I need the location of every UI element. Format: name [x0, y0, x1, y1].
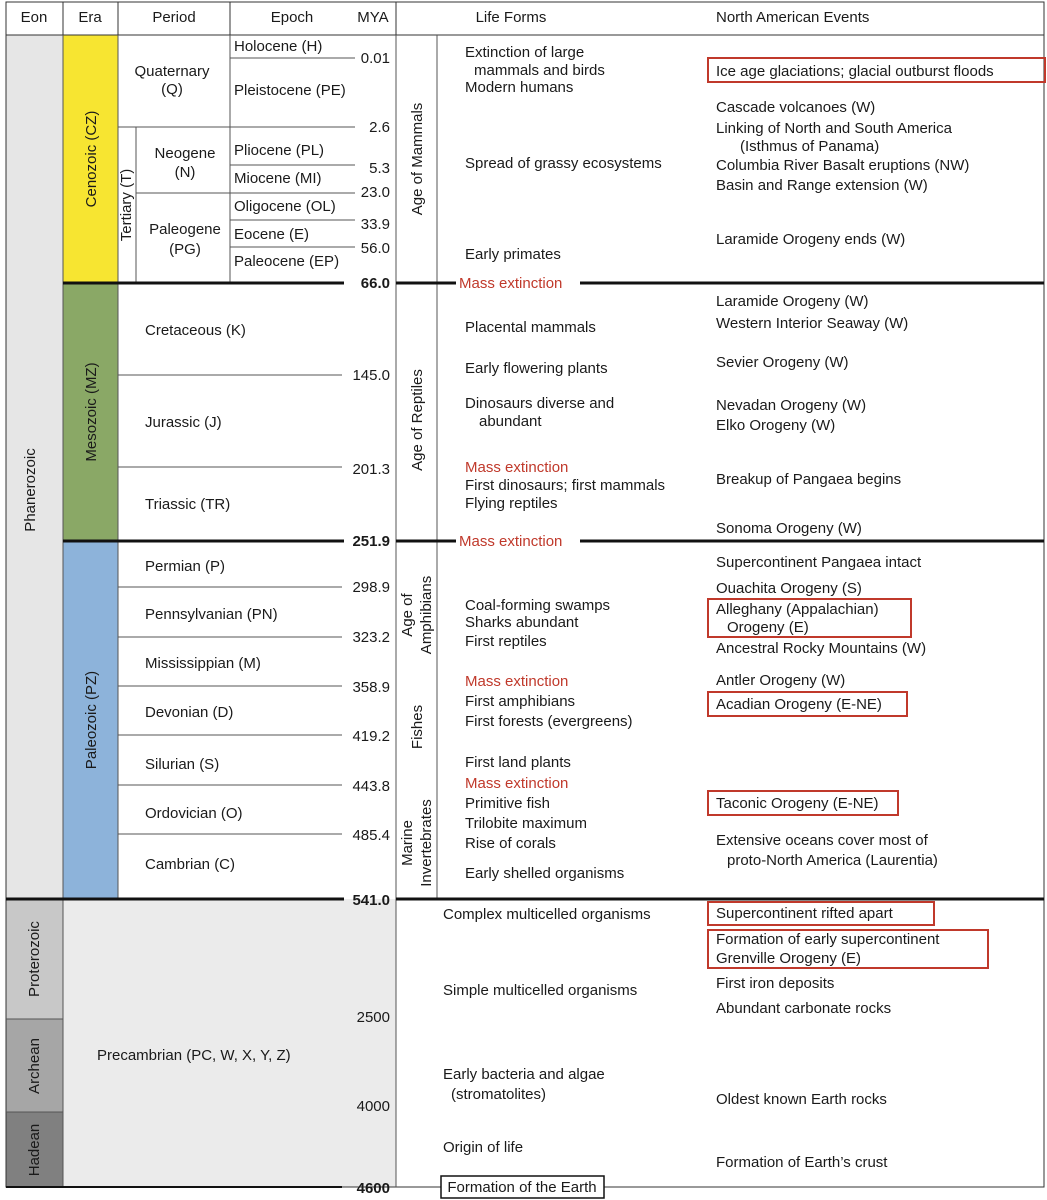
mya-2-6: 2.6: [369, 119, 390, 136]
life-item: Placental mammals: [465, 319, 596, 336]
mass-extinction-251: Mass extinction: [459, 533, 563, 550]
header-era: Era: [78, 9, 102, 26]
event-item: Oldest known Earth rocks: [716, 1091, 887, 1108]
period-mississippian: Mississippian (M): [145, 655, 261, 672]
event-item: Sevier Orogeny (W): [716, 354, 849, 371]
era-tertiary-label: Tertiary (T): [118, 168, 135, 242]
epoch-oligocene: Oligocene (OL): [234, 198, 336, 215]
mya-4000: 4000: [356, 1098, 390, 1115]
header-column-lines: [63, 2, 396, 35]
mya-251: 251.9: [352, 533, 390, 550]
life-item: Primitive fish: [465, 795, 551, 812]
event-item: Formation of Earth’s crust: [716, 1154, 888, 1171]
event-item: (Isthmus of Panama): [740, 138, 880, 155]
event-item: Abundant carbonate rocks: [716, 1000, 892, 1017]
event-item: Breakup of Pangaea begins: [716, 471, 902, 488]
life-item: First amphibians: [465, 693, 576, 710]
precambrian-band: [63, 899, 396, 1187]
period-ordovician: Ordovician (O): [145, 805, 243, 822]
life-item: Sharks abundant: [465, 614, 579, 631]
event-item: First iron deposits: [716, 975, 835, 992]
mya-2500: 2500: [356, 1009, 390, 1026]
life-mass-extinction: Mass extinction: [465, 775, 569, 792]
life-item: Early bacteria and algae: [443, 1066, 605, 1083]
event-item: Columbia River Basalt eruptions (NW): [716, 157, 970, 174]
mya-66: 66.0: [360, 275, 390, 292]
life-item: Extinction of large: [465, 44, 585, 61]
header-epoch: Epoch: [270, 9, 314, 26]
life-item: Complex multicelled organisms: [443, 906, 651, 923]
mass-extinction-66: Mass extinction: [459, 275, 563, 292]
formation-of-earth-label: Formation of the Earth: [447, 1179, 597, 1196]
period-permian: Permian (P): [145, 558, 226, 575]
age-of-reptiles-label: Age of Reptiles: [409, 369, 426, 471]
era-paleozoic-label: Paleozoic (PZ): [83, 670, 100, 770]
mya-298: 298.9: [352, 579, 390, 596]
era-mesozoic-label: Mesozoic (MZ): [83, 362, 100, 462]
eon-archean-label: Archean: [26, 1038, 43, 1094]
event-item: Ice age glaciations; glacial outburst floods: [716, 63, 994, 80]
life-item: Coal-forming swamps: [465, 597, 611, 614]
life-item: First dinosaurs; first mammals: [465, 477, 666, 494]
header-mya: MYA: [357, 9, 389, 26]
mya-33-9: 33.9: [360, 216, 390, 233]
life-item: Early shelled organisms: [465, 865, 625, 882]
event-item: Alleghany (Appalachian): [716, 601, 879, 618]
marine-invertebrates-label-1: Marine: [399, 820, 416, 866]
mya-0-01: 0.01: [360, 50, 390, 67]
period-paleogene-abbr: (PG): [169, 241, 201, 258]
event-item: Extensive oceans cover most of: [716, 832, 928, 849]
life-item: Rise of corals: [465, 835, 556, 852]
header-eon: Eon: [20, 9, 48, 26]
life-item: First forests (evergreens): [465, 713, 633, 730]
mya-323: 323.2: [352, 629, 390, 646]
event-item: Linking of North and South America: [716, 120, 952, 137]
period-quaternary: Quaternary: [134, 63, 210, 80]
period-triassic: Triassic (TR): [145, 496, 231, 513]
period-paleogene: Paleogene: [149, 221, 221, 238]
life-item: Trilobite maximum: [465, 815, 587, 832]
life-item: Modern humans: [465, 79, 574, 96]
life-mass-extinction: Mass extinction: [465, 673, 569, 690]
header-events: North American Events: [716, 9, 870, 26]
mya-201: 201.3: [352, 461, 390, 478]
event-item: proto-North America (Laurentia): [727, 852, 938, 869]
period-neogene: Neogene: [154, 145, 216, 162]
epoch-paleocene: Paleocene (EP): [234, 253, 340, 270]
life-item: mammals and birds: [474, 62, 605, 79]
life-item: First land plants: [465, 754, 571, 771]
event-item: Laramide Orogeny (W): [716, 293, 869, 310]
mya-358: 358.9: [352, 679, 390, 696]
event-item: Supercontinent rifted apart: [716, 905, 893, 922]
period-cambrian: Cambrian (C): [145, 856, 236, 873]
mya-485: 485.4: [352, 827, 390, 844]
event-item: Sonoma Orogeny (W): [716, 520, 862, 537]
event-item: Laramide Orogeny ends (W): [716, 231, 906, 248]
event-item: Basin and Range extension (W): [716, 177, 928, 194]
event-item: Nevadan Orogeny (W): [716, 397, 867, 414]
period-neogene-abbr: (N): [174, 164, 196, 181]
age-of-mammals-label: Age of Mammals: [409, 102, 426, 216]
life-item: Dinosaurs diverse and: [465, 395, 615, 412]
era-cenozoic-label: Cenozoic (CZ): [83, 110, 100, 208]
event-item: Cascade volcanoes (W): [716, 99, 876, 116]
epoch-miocene: Miocene (MI): [234, 170, 322, 187]
period-silurian: Silurian (S): [145, 756, 220, 773]
mya-541: 541.0: [352, 892, 390, 909]
event-item: Western Interior Seaway (W): [716, 315, 909, 332]
event-item: Grenville Orogeny (E): [716, 950, 862, 967]
age-of-amphibians-label-2: Amphibians: [418, 575, 435, 655]
mya-443: 443.8: [352, 778, 390, 795]
event-item: Supercontinent Pangaea intact: [716, 554, 922, 571]
header-period: Period: [152, 9, 196, 26]
life-item: First reptiles: [465, 633, 547, 650]
life-item: Simple multicelled organisms: [443, 982, 638, 999]
period-devonian: Devonian (D): [145, 704, 234, 721]
life-item: (stromatolites): [451, 1086, 547, 1103]
event-item: Antler Orogeny (W): [716, 672, 846, 689]
period-quaternary-abbr: (Q): [161, 81, 183, 98]
mya-5-3: 5.3: [369, 160, 390, 177]
life-item: Early primates: [465, 246, 561, 263]
event-item: Formation of early supercontinent: [716, 931, 940, 948]
period-precambrian: Precambrian (PC, W, X, Y, Z): [97, 1047, 291, 1064]
life-mass-extinction: Mass extinction: [465, 459, 569, 476]
mya-56: 56.0: [360, 240, 390, 257]
event-item: Ouachita Orogeny (S): [716, 580, 862, 597]
mya-145: 145.0: [352, 367, 390, 384]
life-item: Origin of life: [443, 1139, 524, 1156]
eon-proterozoic-label: Proterozoic: [26, 921, 43, 997]
eon-hadean-label: Hadean: [26, 1123, 43, 1177]
fishes-label: Fishes: [409, 704, 426, 750]
marine-invertebrates-label-2: Invertebrates: [418, 799, 435, 887]
epoch-eocene: Eocene (E): [234, 226, 310, 243]
header-life-forms: Life Forms: [475, 9, 547, 26]
epoch-pleistocene: Pleistocene (PE): [234, 82, 346, 99]
mya-23: 23.0: [360, 184, 390, 201]
epoch-holocene: Holocene (H): [234, 38, 323, 55]
age-of-amphibians-label-1: Age of: [399, 593, 416, 637]
mya-419: 419.2: [352, 728, 390, 745]
event-item: Taconic Orogeny (E-NE): [716, 795, 879, 812]
event-item: Acadian Orogeny (E-NE): [716, 696, 882, 713]
life-item: Flying reptiles: [465, 495, 558, 512]
mya-4600: 4600: [356, 1180, 390, 1197]
event-item: Ancestral Rocky Mountains (W): [716, 640, 927, 657]
period-pennsylvanian: Pennsylvanian (PN): [145, 606, 278, 623]
epoch-pliocene: Pliocene (PL): [234, 142, 325, 159]
event-item: Elko Orogeny (W): [716, 417, 836, 434]
life-item: Early flowering plants: [465, 360, 608, 377]
period-jurassic: Jurassic (J): [145, 414, 222, 431]
life-item: abundant: [479, 413, 542, 430]
event-item: Orogeny (E): [727, 619, 809, 636]
period-cretaceous: Cretaceous (K): [145, 322, 246, 339]
eon-phanerozoic-label: Phanerozoic: [22, 448, 39, 532]
life-item: Spread of grassy ecosystems: [465, 155, 662, 172]
